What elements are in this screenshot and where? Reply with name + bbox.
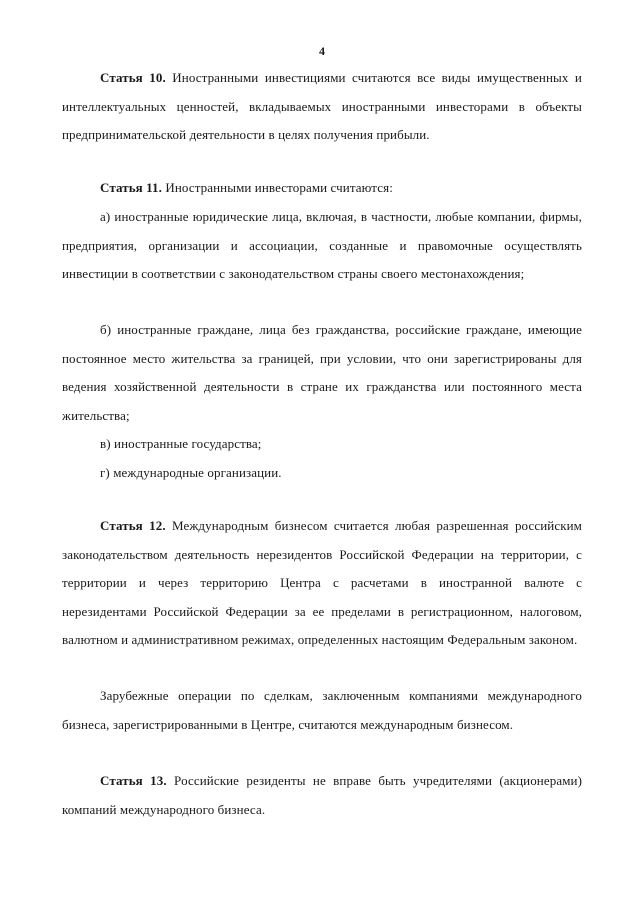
article-10-text: Иностранными инвестициями считаются все виды имущественных и интеллектуальных ценностей, вкладываемых иностранными инвесторами в объекты предпринимательской деятельности в целях получения прибыли. <box>62 70 582 142</box>
article-11-text: Иностранными инвесторами считаются: <box>162 180 393 195</box>
article-10 <box>62 64 582 150</box>
article-12 <box>62 512 582 655</box>
page-number: 4 <box>319 44 325 58</box>
article-11-item-g: г) международные организации. <box>100 465 282 480</box>
article-11-item-b: б) иностранные граждане, лица без гражданства, российские граждане, имеющие постоянное место жительства за границей, при условии, что они зарегистрированы для ведения хозяйственной деятельности в стране их гражданства или постоянного места жительства; <box>62 322 582 423</box>
article-11-item-v: в) иностранные государства; <box>100 436 262 451</box>
article-12-text: Международным бизнесом считается любая разрешенная российским законодательством деятельность нерезидентов Российской Федерации на территории, с территории и через территорию Центра с расчетами в иностранной валюте с нерезидентами Российской Федерации за ее пределами в регистрационном, налоговом, валютном и административном режимах, определенных настоящим Федеральным законом. <box>62 518 582 647</box>
article-11 <box>62 174 582 203</box>
article-13 <box>62 767 582 824</box>
document-page <box>62 0 582 900</box>
article-10-label: Статья 10. <box>100 70 166 85</box>
article-12-paragraph-2: Зарубежные операции по сделкам, заключенным компаниями международного бизнеса, зарегистрированными в Центре, считаются международным бизнесом. <box>62 688 582 732</box>
article-11-item-a: а) иностранные юридические лица, включая, в частности, любые компании, фирмы, предприятия, организации и ассоциации, созданные и правомочные осуществлять инвестиции в соответствии с законодательством страны своего местонахождения; <box>62 209 582 281</box>
article-12-label: Статья 12. <box>100 518 166 533</box>
article-13-label: Статья 13. <box>100 773 167 788</box>
article-11-label: Статья 11. <box>100 180 163 195</box>
article-13-text: Российские резиденты не вправе быть учредителями (акционерами) компаний международного бизнеса. <box>62 773 583 817</box>
